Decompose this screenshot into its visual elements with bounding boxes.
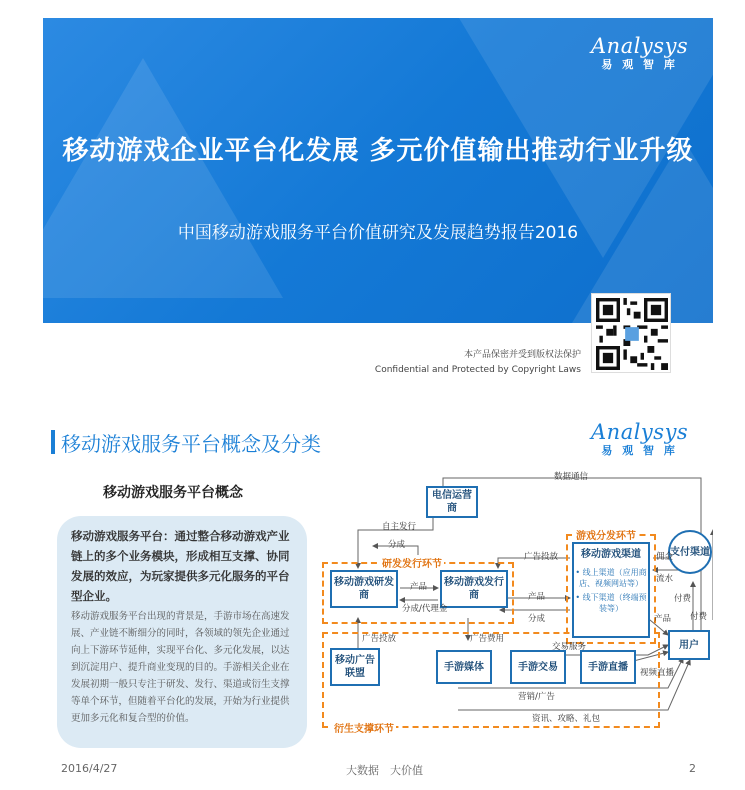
- edge-label: 分成: [388, 540, 406, 550]
- channel-online: • 线上渠道（应用商店、视频网站等）: [575, 568, 647, 588]
- dist-group-label: 游戏分发环节: [574, 527, 638, 542]
- qr-code: [591, 293, 671, 373]
- publisher-node: 移动游戏发行商: [440, 570, 508, 608]
- deriv-group-label: 衍生支撑环节: [332, 720, 396, 735]
- channel-node: [572, 542, 650, 638]
- qr-code-icon: [596, 298, 668, 370]
- title-accent-bar: [51, 430, 55, 454]
- channel-title: 移动游戏渠道: [581, 549, 641, 560]
- edge-label: 交易服务: [552, 642, 587, 652]
- telecom-node: 电信运营商: [426, 486, 478, 518]
- footer-date: 2016/4/27: [61, 762, 118, 775]
- edge-label: 分成/代理金: [402, 604, 448, 614]
- cover-title: 移动游戏企业平台化发展 多元价值输出推动行业升级: [62, 136, 694, 166]
- edge-label: 数据通信: [554, 472, 589, 482]
- user-node: 用户: [668, 630, 710, 660]
- cover-slide: [43, 18, 713, 378]
- edge-label: 广告投放: [362, 634, 397, 644]
- cover-subtitle: 中国移动游戏服务平台价值研究及发展趋势报告2016: [177, 223, 579, 243]
- concept-definition: 移动游戏服务平台：通过整合移动游戏产业链上的多个业务模块，形成相互支撑、协同发展的效应，为玩家提供多元化服务的平台型企业。: [71, 529, 290, 603]
- content-slide: [43, 408, 713, 790]
- edge-label: 付费: [674, 594, 692, 604]
- edge-label: 付费: [690, 612, 708, 622]
- concept-heading: 移动游戏服务平台概念: [103, 485, 243, 501]
- payment-node: 支付渠道: [668, 530, 712, 574]
- ad-network-node: 移动广告联盟: [330, 648, 380, 686]
- game-media-node: 手游媒体: [436, 650, 492, 684]
- developer-node: 移动游戏研发商: [330, 570, 398, 608]
- rd-group-label: 研发发行环节: [380, 555, 444, 570]
- concept-background: 移动游戏服务平台出现的背景是，手游市场在高速发展、产业链不断细分的同时，各领域的领先企业通过向上下游环节延伸，实现平台化、多元化发展，以达到沉淀用户、提升商业变现的目的。手游相关企业在发展初期一般只专注于研发、发行、渠道或衍生支撑等单个环节，但随着平台化的发展，开始为行业提供更加多元化和复合型的价值。: [71, 611, 290, 724]
- edge-label: 产品: [410, 582, 428, 592]
- channel-offline: • 线下渠道（终端预装等）: [575, 593, 647, 613]
- footer-slogan: 大数据 大价值: [346, 764, 423, 777]
- game-live-node: 手游直播: [580, 650, 636, 684]
- edge-label: 佣金: [656, 552, 674, 562]
- edge-label: 产品: [528, 592, 546, 602]
- slide-title: 移动游戏服务平台概念及分类: [61, 432, 321, 456]
- confidential-cn: 本产品保密并受到版权法保护: [463, 350, 581, 360]
- confidential-en: Confidential and Protected by Copyright Laws: [374, 365, 581, 375]
- edge-label: 广告费用: [470, 634, 505, 644]
- edge-label: 营销/广告: [518, 692, 555, 702]
- platform-diagram: [318, 470, 713, 735]
- edge-label: 视频直播: [640, 668, 675, 678]
- cover-banner: [43, 18, 713, 323]
- game-trade-node: 手游交易: [510, 650, 566, 684]
- edge-label: 资讯、攻略、礼包: [532, 714, 601, 724]
- analysys-logo: Analysys 易 观 智 库: [591, 420, 689, 457]
- edge-label: 流水: [656, 574, 674, 584]
- edge-label: 产品: [654, 614, 672, 624]
- analysys-logo: Analysys 易 观 智 库: [591, 34, 689, 71]
- edge-label: 自主发行: [382, 522, 417, 532]
- page-number: 2: [689, 762, 696, 775]
- edge-label: 分成: [528, 614, 546, 624]
- edge-label: 广告投放: [524, 552, 559, 562]
